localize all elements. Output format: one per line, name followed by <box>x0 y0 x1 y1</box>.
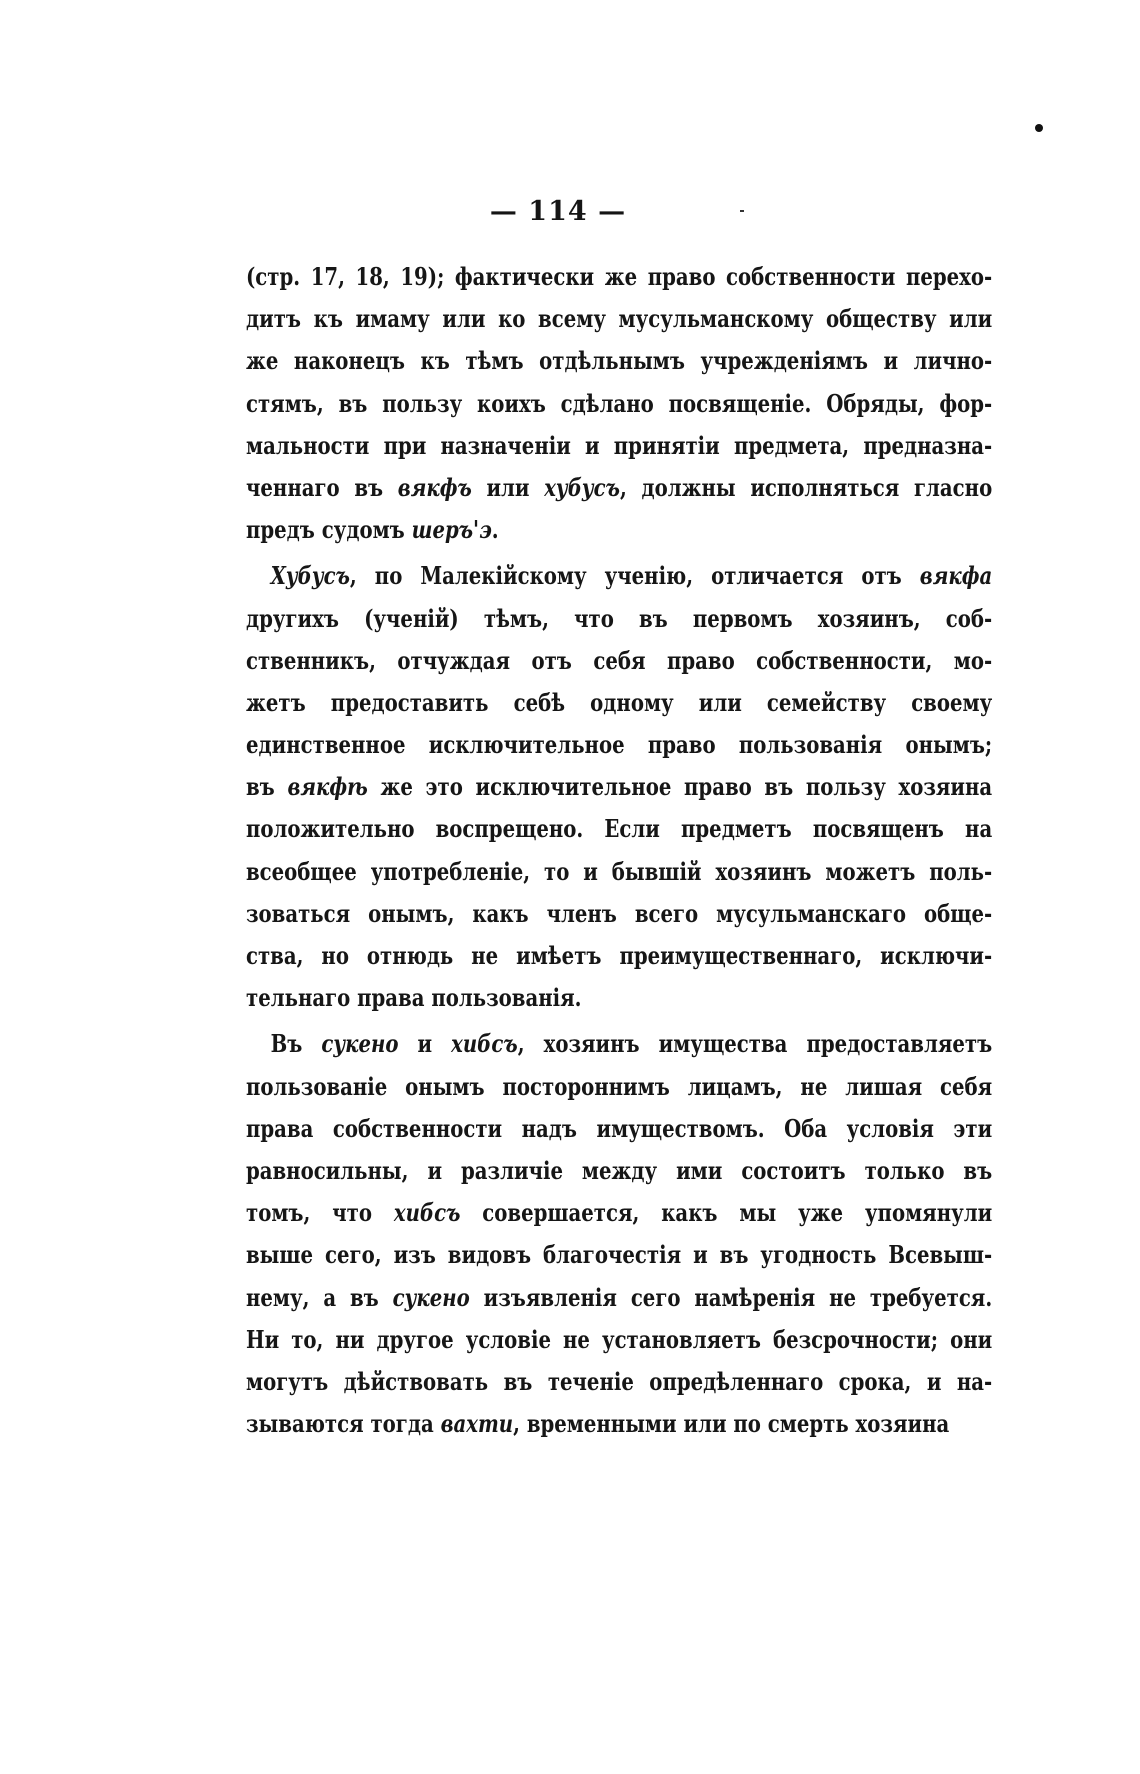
text-run: права собственности надъ имуществомъ. Оба условія эти <box>246 1113 993 1143</box>
text-run: нему, а въ <box>246 1282 393 1312</box>
text-run: , хозяинъ имущества предоставляетъ <box>517 1029 993 1059</box>
text-run: могутъ дѣйствовать въ теченіе опредѣленнаго срока, и на- <box>246 1366 993 1396</box>
body-text <box>246 256 992 1445</box>
text-line <box>246 555 992 597</box>
text-run: ственникъ, отчуждая отъ себя право собственности, мо- <box>246 645 993 675</box>
text-run: въ <box>246 772 288 802</box>
text-line <box>246 1108 992 1150</box>
text-line <box>246 425 992 467</box>
text-line <box>246 808 992 850</box>
italic-term: вякфъ <box>397 472 472 502</box>
text-line <box>246 682 992 724</box>
text-line <box>246 893 992 935</box>
text-line <box>246 383 992 425</box>
text-line <box>246 1361 992 1403</box>
text-run: , по Малекійскому ученію, отличается отъ <box>349 561 920 591</box>
text-run: другихъ (ученій) тѣмъ, что въ первомъ хозяинъ, соб- <box>246 603 993 633</box>
text-run: Въ <box>270 1029 322 1059</box>
italic-term: вякфа <box>919 561 993 591</box>
text-run: и <box>398 1029 452 1059</box>
text-run: ченнаго въ <box>246 472 398 502</box>
text-run: совершается, какъ мы уже упомянули <box>460 1198 993 1228</box>
text-line <box>246 851 992 893</box>
text-run: выше сего, изъ видовъ благочестія и въ угодность Всевыш- <box>246 1240 993 1270</box>
text-run: , должны исполняться гласно <box>619 472 993 502</box>
text-line <box>246 977 992 1019</box>
text-line <box>246 1023 992 1065</box>
text-run: единственное исключительное право пользованія онымъ; <box>246 730 993 760</box>
text-run: пользованіе онымъ постороннимъ лицамъ, не лишая себя <box>246 1071 993 1101</box>
text-line <box>246 509 992 551</box>
text-line <box>246 1403 992 1445</box>
text-run: зоваться онымъ, какъ членъ всего мусульманскаго обще- <box>246 898 993 928</box>
text-run: мальности при назначеніи и принятіи предмета, предназна- <box>246 430 993 460</box>
text-line <box>246 1150 992 1192</box>
text-run: (стр. 17, 18, 19); фактически же право собственности перехо- <box>246 262 993 291</box>
italic-term: Хубусъ <box>270 561 350 591</box>
text-run: , временными или по смерть хозяина <box>513 1409 950 1439</box>
text-run: зываются тогда <box>246 1409 441 1439</box>
text-run: же наконецъ къ тѣмъ отдѣльнымъ учрежденіямъ и лично- <box>246 346 993 376</box>
text-run: всеобщее употребленіе, то и бывшій хозяинъ можетъ поль- <box>246 856 993 886</box>
text-run: стямъ, въ пользу коихъ сдѣлано посвященіе. Обряды, фор- <box>246 388 993 418</box>
text-line <box>246 724 992 766</box>
text-run: ства, но отнюдь не имѣетъ преимущественнаго, исключи- <box>246 941 993 970</box>
text-line <box>246 1066 992 1108</box>
text-run: . <box>491 515 499 545</box>
paragraph-1 <box>246 256 992 551</box>
italic-term: хибсъ <box>393 1198 461 1228</box>
text-line <box>246 298 992 340</box>
text-run: равносильны, и различіе между ими состоитъ только въ <box>246 1155 993 1185</box>
text-run: положительно воспрещено. Если предметъ посвященъ на <box>246 814 993 844</box>
italic-term: хубусъ <box>544 472 620 502</box>
italic-term: вякфѣ <box>287 772 368 802</box>
text-run: тельнаго права пользованія. <box>246 983 582 1013</box>
text-line <box>246 935 992 977</box>
text-line <box>246 1234 992 1276</box>
text-line <box>246 766 992 808</box>
text-run: жетъ предоставить себѣ одному или семейству своему <box>246 687 993 717</box>
paragraph-2 <box>246 555 992 1019</box>
text-run: или <box>471 472 545 502</box>
italic-term: сукено <box>321 1029 399 1059</box>
text-run: томъ, что <box>246 1198 394 1228</box>
italic-term: шеръ'э <box>411 515 492 545</box>
text-line <box>246 1319 992 1361</box>
italic-term: сукено <box>392 1282 470 1312</box>
text-line <box>246 640 992 682</box>
text-line <box>246 340 992 382</box>
text-line <box>246 1192 992 1234</box>
paragraph-3 <box>246 1023 992 1445</box>
text-run: изъявленія сего намѣренія не требуется. <box>469 1282 993 1312</box>
italic-term: хибсъ <box>451 1029 518 1059</box>
text-run: же это исключительное право въ пользу хозяина <box>367 772 993 802</box>
text-line <box>246 467 992 509</box>
text-line <box>246 1277 992 1319</box>
text-run: дитъ къ имаму или ко всему мусульманскому обществу или <box>246 304 993 334</box>
text-line <box>246 256 992 298</box>
text-run: предъ судомъ <box>246 515 412 545</box>
page-number: — 114 — <box>489 196 627 227</box>
italic-term: вахти <box>440 1409 514 1439</box>
margin-dot-mark <box>1035 124 1043 132</box>
text-run: Ни то, ни другое условіе не установляетъ безсрочности; они <box>246 1324 993 1354</box>
text-line <box>246 598 992 640</box>
